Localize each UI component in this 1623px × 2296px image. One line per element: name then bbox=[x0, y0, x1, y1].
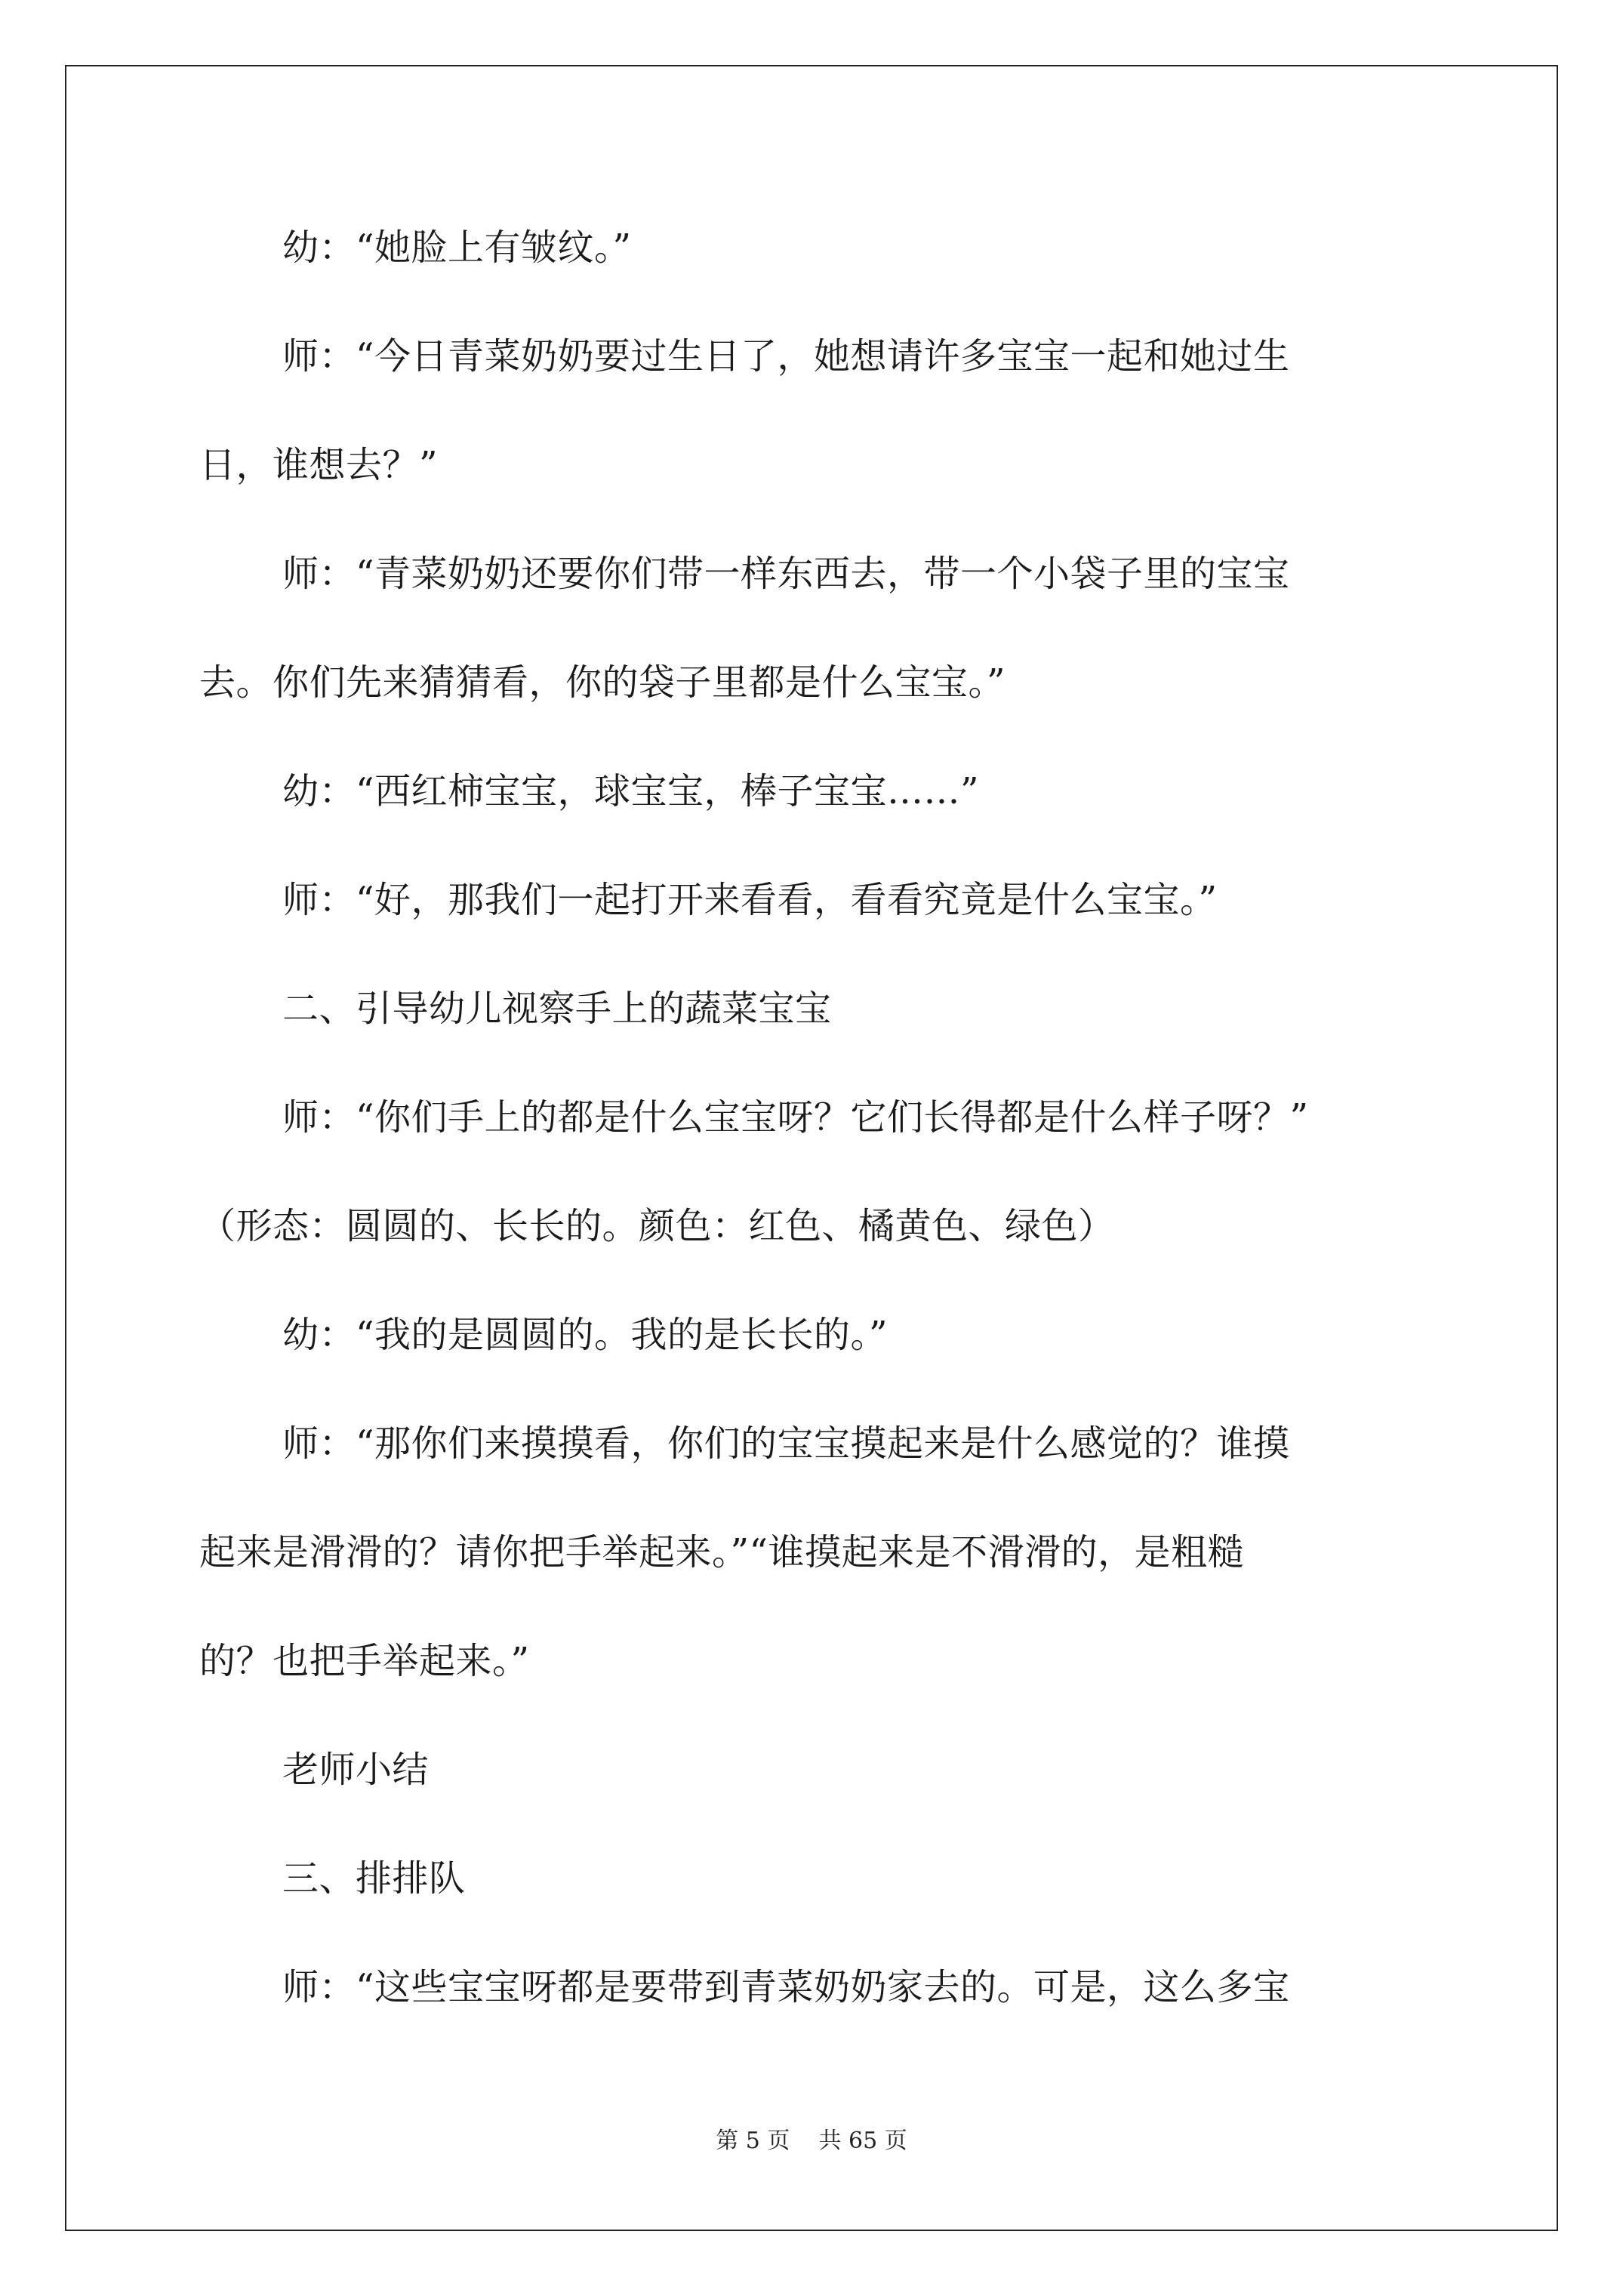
page-number-footer: 第 5 页 共 65 页 bbox=[716, 2128, 907, 2154]
paragraph-line: （形态：圆圆的、长长的。颜色：红色、橘黄色、绿色） bbox=[199, 1205, 1115, 1247]
paragraph-line: 起来是滑滑的？请你把手举起来。”“谁摸起来是不滑滑的，是粗糙 bbox=[199, 1531, 1245, 1573]
paragraph-line: 幼：“西红柿宝宝，球宝宝，棒子宝宝……” bbox=[282, 770, 980, 812]
paragraph-line: 幼：“我的是圆圆的。我的是长长的。” bbox=[282, 1314, 888, 1356]
paragraph-line: 日，谁想去？” bbox=[199, 444, 439, 486]
paragraph-line: 老师小结 bbox=[282, 1749, 430, 1791]
page-border bbox=[65, 65, 1558, 2231]
paragraph-line: 幼：“她脸上有皱纹。” bbox=[282, 227, 632, 269]
paragraph-line: 师：“好，那我们一起打开来看看，看看究竟是什么宝宝。” bbox=[282, 879, 1218, 921]
paragraph-line: 师：“这些宝宝呀都是要带到青菜奶奶家去的。可是，这么多宝 bbox=[282, 1966, 1290, 2008]
paragraph-line: 师：“青菜奶奶还要你们带一样东西去，带一个小袋子里的宝宝 bbox=[282, 553, 1290, 595]
paragraph-line: 师：“今日青菜奶奶要过生日了，她想请许多宝宝一起和她过生 bbox=[282, 335, 1290, 378]
section-heading: 二、引导幼儿视察手上的蔬菜宝宝 bbox=[282, 988, 832, 1030]
paragraph-line: 的？也把手举起来。” bbox=[199, 1640, 530, 1682]
paragraph-line: 师：“那你们来摸摸看，你们的宝宝摸起来是什么感觉的？谁摸 bbox=[282, 1422, 1290, 1465]
paragraph-line: 师：“你们手上的都是什么宝宝呀？它们长得都是什么样子呀？” bbox=[282, 1096, 1309, 1139]
paragraph-line: 去。你们先来猜猜看，你的袋子里都是什么宝宝。” bbox=[199, 661, 1006, 704]
section-heading: 三、排排队 bbox=[282, 1857, 466, 1900]
